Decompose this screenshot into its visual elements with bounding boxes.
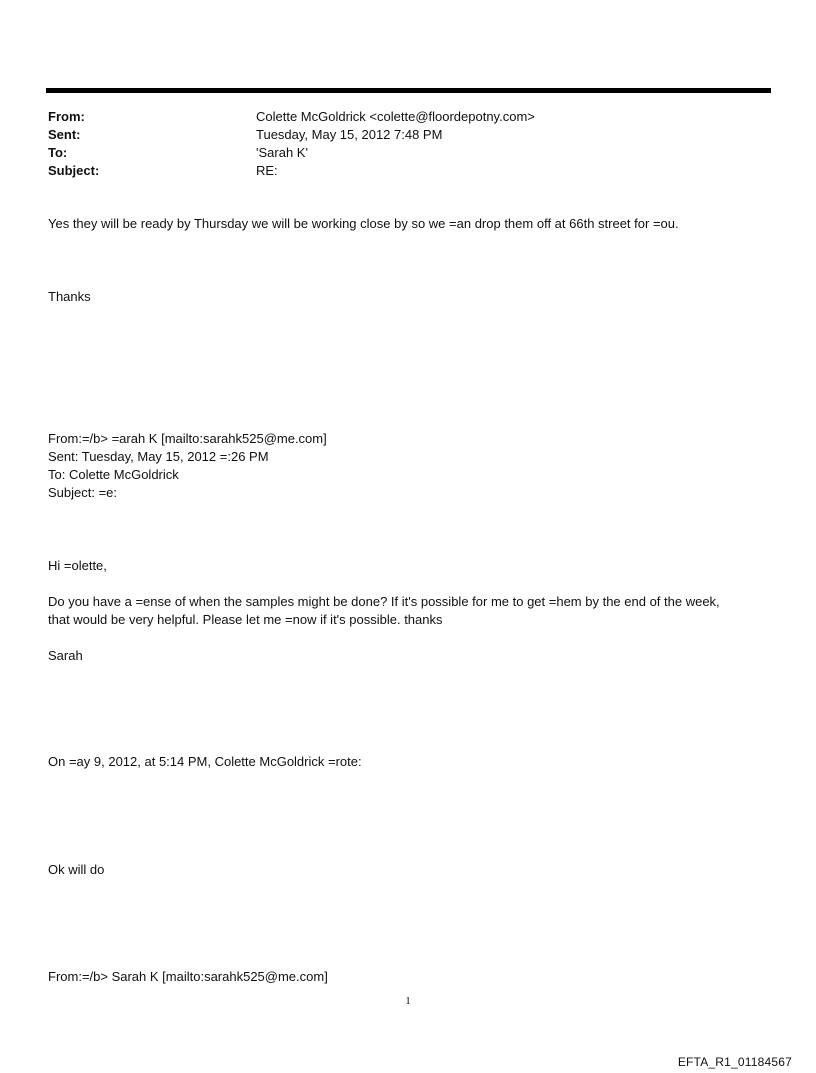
header-from-row — [48, 108, 768, 126]
header-sent-row — [48, 126, 768, 144]
header-to-row — [48, 144, 768, 162]
quoted3-from: From:=/b> Sarah K [mailto:sarahk525@me.com] — [48, 969, 328, 984]
to-value: 'Sarah K' — [256, 145, 308, 160]
sent-value: Tuesday, May 15, 2012 7:48 PM — [256, 127, 443, 142]
quoted1-para-line2: that would be very helpful. Please let me =now if it's possible. thanks — [48, 612, 443, 627]
quoted2-intro: On =ay 9, 2012, at 5:14 PM, Colette McGoldrick =rote: — [48, 754, 362, 769]
reply-text: Yes they will be ready by Thursday we will be working close by so we =an drop them off at 66th street for =ou. — [48, 216, 679, 231]
quoted1-signature: Sarah — [48, 648, 83, 663]
page-number: 1 — [405, 995, 411, 1007]
quoted1-from: From:=/b> =arah K [mailto:sarahk525@me.com] — [48, 431, 327, 446]
header-divider-rule — [46, 88, 771, 93]
document-id: EFTA_R1_01184567 — [677, 1055, 792, 1069]
quoted1-greeting: Hi =olette, — [48, 558, 107, 573]
header-subject-row — [48, 162, 768, 180]
quoted2-text: Ok will do — [48, 862, 105, 877]
sent-label: Sent: — [48, 127, 81, 142]
subject-label: Subject: — [48, 163, 100, 178]
from-label: From: — [48, 109, 85, 124]
quoted1-para-line1: Do you have a =ense of when the samples might be done? If it's possible for me to get =hem by the end of the week, — [48, 594, 720, 609]
reply-signoff: Thanks — [48, 289, 91, 304]
subject-value: RE: — [256, 163, 278, 178]
quoted1-to: To: Colette McGoldrick — [48, 467, 179, 482]
quoted1-sent: Sent: Tuesday, May 15, 2012 =:26 PM — [48, 449, 269, 464]
from-value: Colette McGoldrick <colette@floordepotny.com> — [256, 109, 535, 124]
quoted1-subject: Subject: =e: — [48, 485, 118, 500]
to-label: To: — [48, 145, 68, 160]
